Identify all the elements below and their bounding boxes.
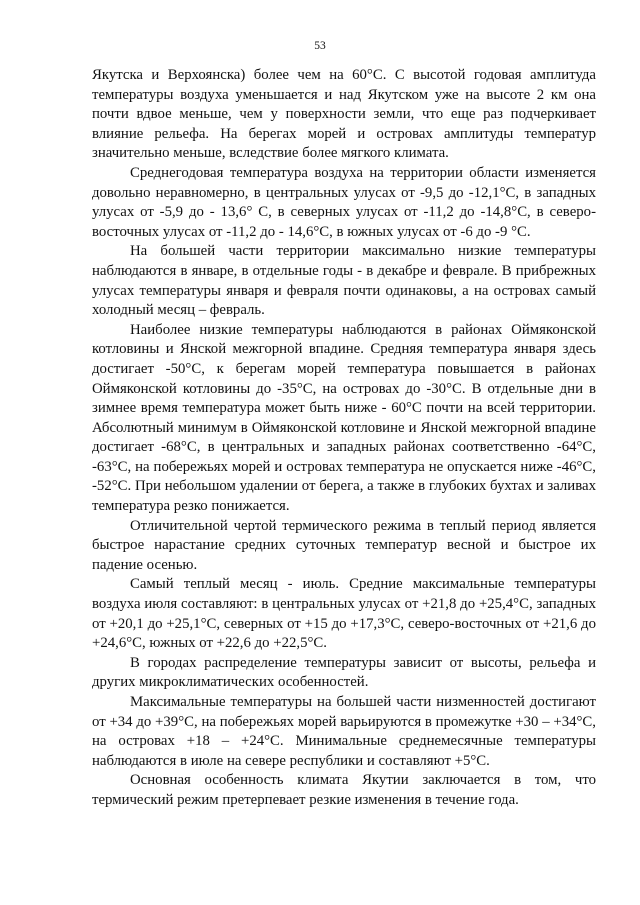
page-number: 53: [314, 40, 326, 52]
paragraph-continuation: Якутска и Верхоянска) более чем на 60°С. С высотой годовая амплитуда температуры воздуха уменьшается и над Якутском уже на высоте 2 км она почти вдвое меньше, чем у поверхности земли, что еще раз подчеркивает влияние рельефа. На берегах морей и островах амплитуды температур значительно меньше, вследствие более мягкого климата.: [92, 67, 596, 162]
paragraph-warmest-month: Самый теплый месяц - июль. Средние максимальные температуры воздуха июля составляют: в центральных улусах от +21,8 до +25,4°С, западных от +20,1 до +25,1°С, северных от +15 до +17,3°С, северо-восточных от +21,6 до +24,6°С, южных от +22,6 до +22,5°С.: [92, 576, 596, 652]
paragraph-maximum-temperatures: Максимальные температуры на большей части низменностей достигают от +34 до +39°С, на побережьях морей варьируются в промежутке +30 – +34°С, на островах +18 – +24°С. Минимальные среднемесячные температуры наблюдаются в июле на севере республики и составляют +5°С.: [92, 694, 596, 769]
paragraph-annual-temperature: Среднегодовая температура воздуха на территории области изменяется довольно неравномерно, в центральных улусах от -9,5 до -12,1°С, в западных улусах от -5,9 до - 13,6° С, в северных улусах от -11,2 до -14,8°С, в северо-восточных улусах от -11,2 до - 14,6°С, в южных улусах от -6 до -9 °С.: [92, 164, 596, 240]
paragraph-lowest-temperatures: Наиболее низкие температуры наблюдаются в районах Оймяконской котловины и Янской межгорной впадине. Средняя температура января здесь достигает -50°С, к берегам морей температура повышается в районах Оймяконской котловины до -35°С, на островах до -30°С. В отдельные дни в зимнее время температура может быть ниже - 60°С почти на всей территории. Абсолютный минимум в Оймяконской котловине и Янской межгорной впадине достигает -68°С, в центральных и западных районах соответственно -64°С, -63°С, на побережьях морей и островах температура не опускается ниже -46°С, -52°С. При небольшом удалении от берега, а также в глубоких бухтах и заливах температура резко понижается.: [92, 321, 596, 515]
paragraph-cities: В городах распределение температуры зависит от высоты, рельефа и других микроклиматических особенностей.: [92, 654, 596, 691]
paragraph-main-feature: Основная особенность климата Якутии заключается в том, что термический режим претерпевает резкие изменения в течение года.: [92, 772, 596, 808]
body-text: [92, 66, 596, 811]
paragraph-coldest-months: На большей части территории максимально низкие температуры наблюдаются в январе, в отдельные годы - в декабре и феврале. В прибрежных улусах температуры января и февраля почти одинаковы, а на островах самый холодный месяц – февраль.: [92, 243, 596, 319]
paragraph-warm-period: Отличительной чертой термического режима в теплый период является быстрое нарастание средних суточных температур весной и быстрое их падение осенью.: [92, 517, 596, 573]
